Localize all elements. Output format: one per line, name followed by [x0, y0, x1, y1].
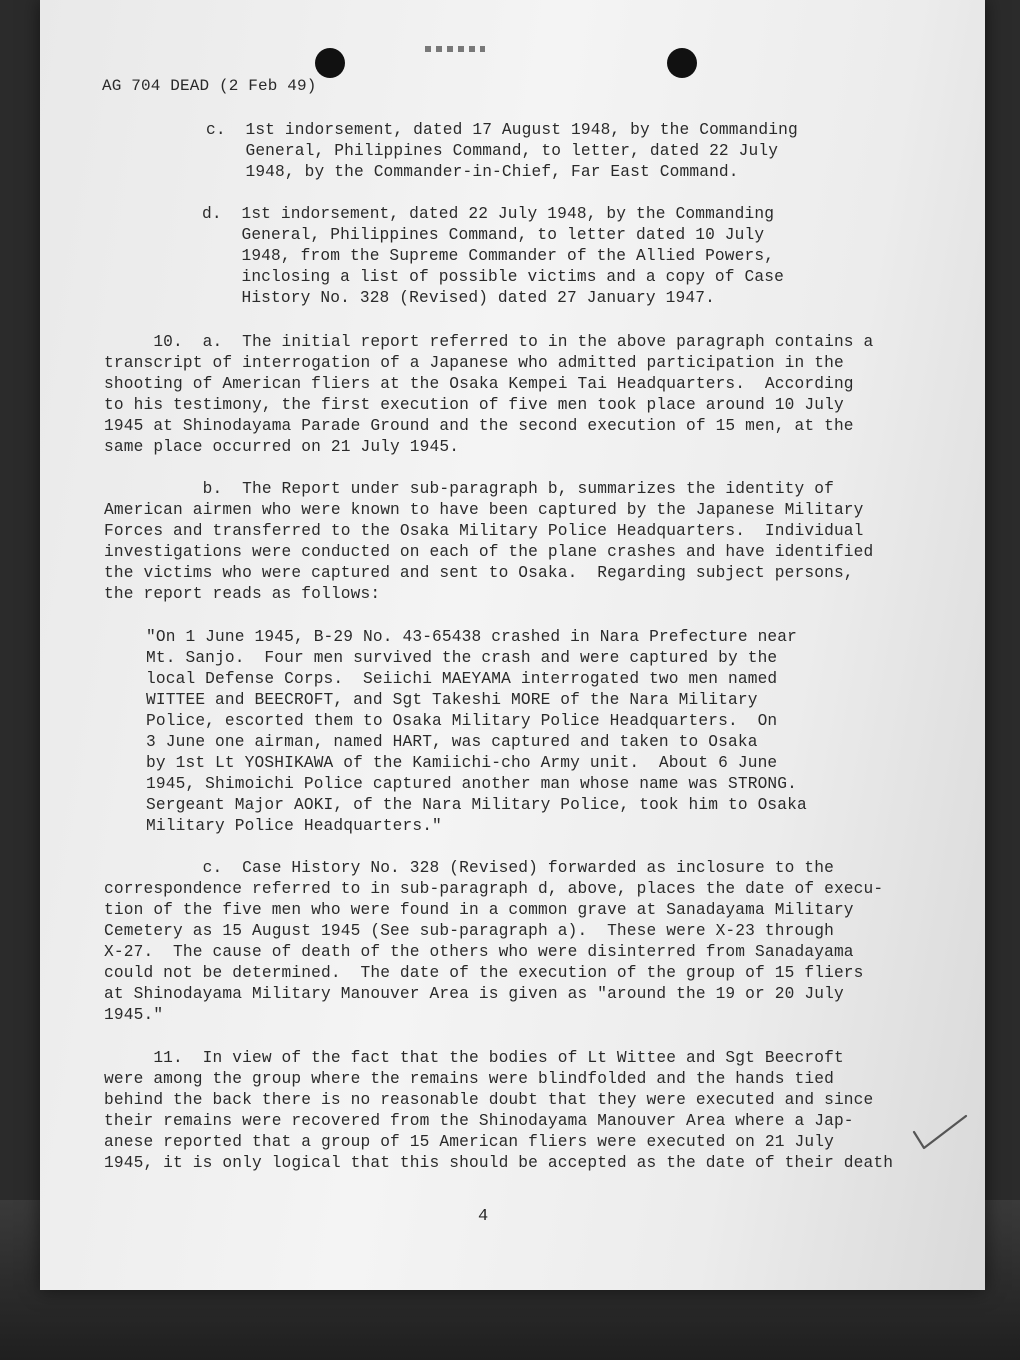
para-10a-line-3: shooting of American fliers at the Osaka Kempei Tai Headquarters. According — [104, 375, 854, 393]
para-10c-line-4: Cemetery as 15 August 1945 (See sub-paragraph a). These were X-23 through — [104, 922, 834, 940]
item-d-line-2: General, Philippines Command, to letter dated 10 July — [202, 226, 765, 244]
para-10c-line-5: X-27. The cause of death of the others who were disinterred from Sanadayama — [104, 943, 854, 961]
para-11-line-1: 11. In view of the fact that the bodies of Lt Wittee and Sgt Beecroft — [104, 1049, 844, 1067]
para-10c-line-3: tion of the five men who were found in a common grave at Sanadayama Military — [104, 901, 854, 919]
para-10b-line-5: the victims who were captured and sent to Osaka. Regarding subject persons, — [104, 564, 854, 582]
quote-line-8: 1945, Shimoichi Police captured another man whose name was STRONG. — [146, 775, 798, 793]
item-c-line-1: c. 1st indorsement, dated 17 August 1948, by the Commanding — [206, 121, 798, 139]
page-number: 4 — [478, 1207, 489, 1226]
para-10a-line-5: 1945 at Shinodayama Parade Ground and the second execution of 15 men, at the — [104, 417, 854, 435]
punch-hole-right — [667, 48, 697, 78]
para-10a-line-6: same place occurred on 21 July 1945. — [104, 438, 460, 456]
para-11-line-6: 1945, it is only logical that this should be accepted as the date of their death — [104, 1154, 894, 1172]
quote-line-2: Mt. Sanjo. Four men survived the crash and were captured by the — [146, 649, 778, 667]
para-10c-line-7: at Shinodayama Military Manouver Area is given as "around the 19 or 20 July — [104, 985, 844, 1003]
para-10c-line-8: 1945." — [104, 1006, 164, 1024]
para-10b-line-1: b. The Report under sub-paragraph b, summarizes the identity of — [104, 480, 834, 498]
para-10c-line-2: correspondence referred to in sub-paragraph d, above, places the date of execu- — [104, 880, 884, 898]
item-c-line-2: General, Philippines Command, to letter, dated 22 July — [206, 142, 779, 160]
para-10a-line-4: to his testimony, the first execution of five men took place around 10 July — [104, 396, 844, 414]
para-10a-line-2: transcript of interrogation of a Japanese who admitted participation in the — [104, 354, 844, 372]
item-d-line-3: 1948, from the Supreme Commander of the Allied Powers, — [202, 247, 775, 265]
para-10a-line-1: 10. a. The initial report referred to in the above paragraph contains a — [104, 333, 874, 351]
para-10b-line-6: the report reads as follows: — [104, 585, 381, 603]
para-11-line-5: anese reported that a group of 15 American fliers were executed on 21 July — [104, 1133, 834, 1151]
pencil-checkmark-icon — [910, 1112, 970, 1154]
item-c-line-3: 1948, by the Commander-in-Chief, Far East Command. — [206, 163, 739, 181]
quote-line-6: 3 June one airman, named HART, was captured and taken to Osaka — [146, 733, 758, 751]
item-d-line-1: d. 1st indorsement, dated 22 July 1948, by the Commanding — [202, 205, 775, 223]
para-11-line-4: their remains were recovered from the Shinodayama Manouver Area where a Jap- — [104, 1112, 854, 1130]
para-10b-line-2: American airmen who were known to have been captured by the Japanese Military — [104, 501, 864, 519]
item-d-line-5: History No. 328 (Revised) dated 27 January 1947. — [202, 289, 715, 307]
quote-line-3: local Defense Corps. Seiichi MAEYAMA interrogated two men named — [146, 670, 778, 688]
quote-line-7: by 1st Lt YOSHIKAWA of the Kamiichi-cho Army unit. About 6 June — [146, 754, 778, 772]
para-10c-line-6: could not be determined. The date of the execution of the group of 15 fliers — [104, 964, 864, 982]
ink-smudge — [425, 46, 485, 52]
quote-line-9: Sergeant Major AOKI, of the Nara Military Police, took him to Osaka — [146, 796, 807, 814]
item-d-line-4: inclosing a list of possible victims and a copy of Case — [202, 268, 784, 286]
para-10c-line-1: c. Case History No. 328 (Revised) forwarded as inclosure to the — [104, 859, 834, 877]
para-10b-line-3: Forces and transferred to the Osaka Military Police Headquarters. Individual — [104, 522, 864, 540]
quote-line-5: Police, escorted them to Osaka Military Police Headquarters. On — [146, 712, 778, 730]
quote-line-4: WITTEE and BEECROFT, and Sgt Takeshi MORE of the Nara Military — [146, 691, 758, 709]
file-reference: AG 704 DEAD (2 Feb 49) — [102, 77, 317, 95]
para-11-line-2: were among the group where the remains were blindfolded and the hands tied — [104, 1070, 834, 1088]
quote-line-1: "On 1 June 1945, B-29 No. 43-65438 crashed in Nara Prefecture near — [146, 628, 798, 646]
punch-hole-left — [315, 48, 345, 78]
para-10b-line-4: investigations were conducted on each of the plane crashes and have identified — [104, 543, 874, 561]
document-page — [40, 0, 985, 1290]
quote-line-10: Military Police Headquarters." — [146, 817, 442, 835]
para-11-line-3: behind the back there is no reasonable doubt that they were executed and since — [104, 1091, 874, 1109]
